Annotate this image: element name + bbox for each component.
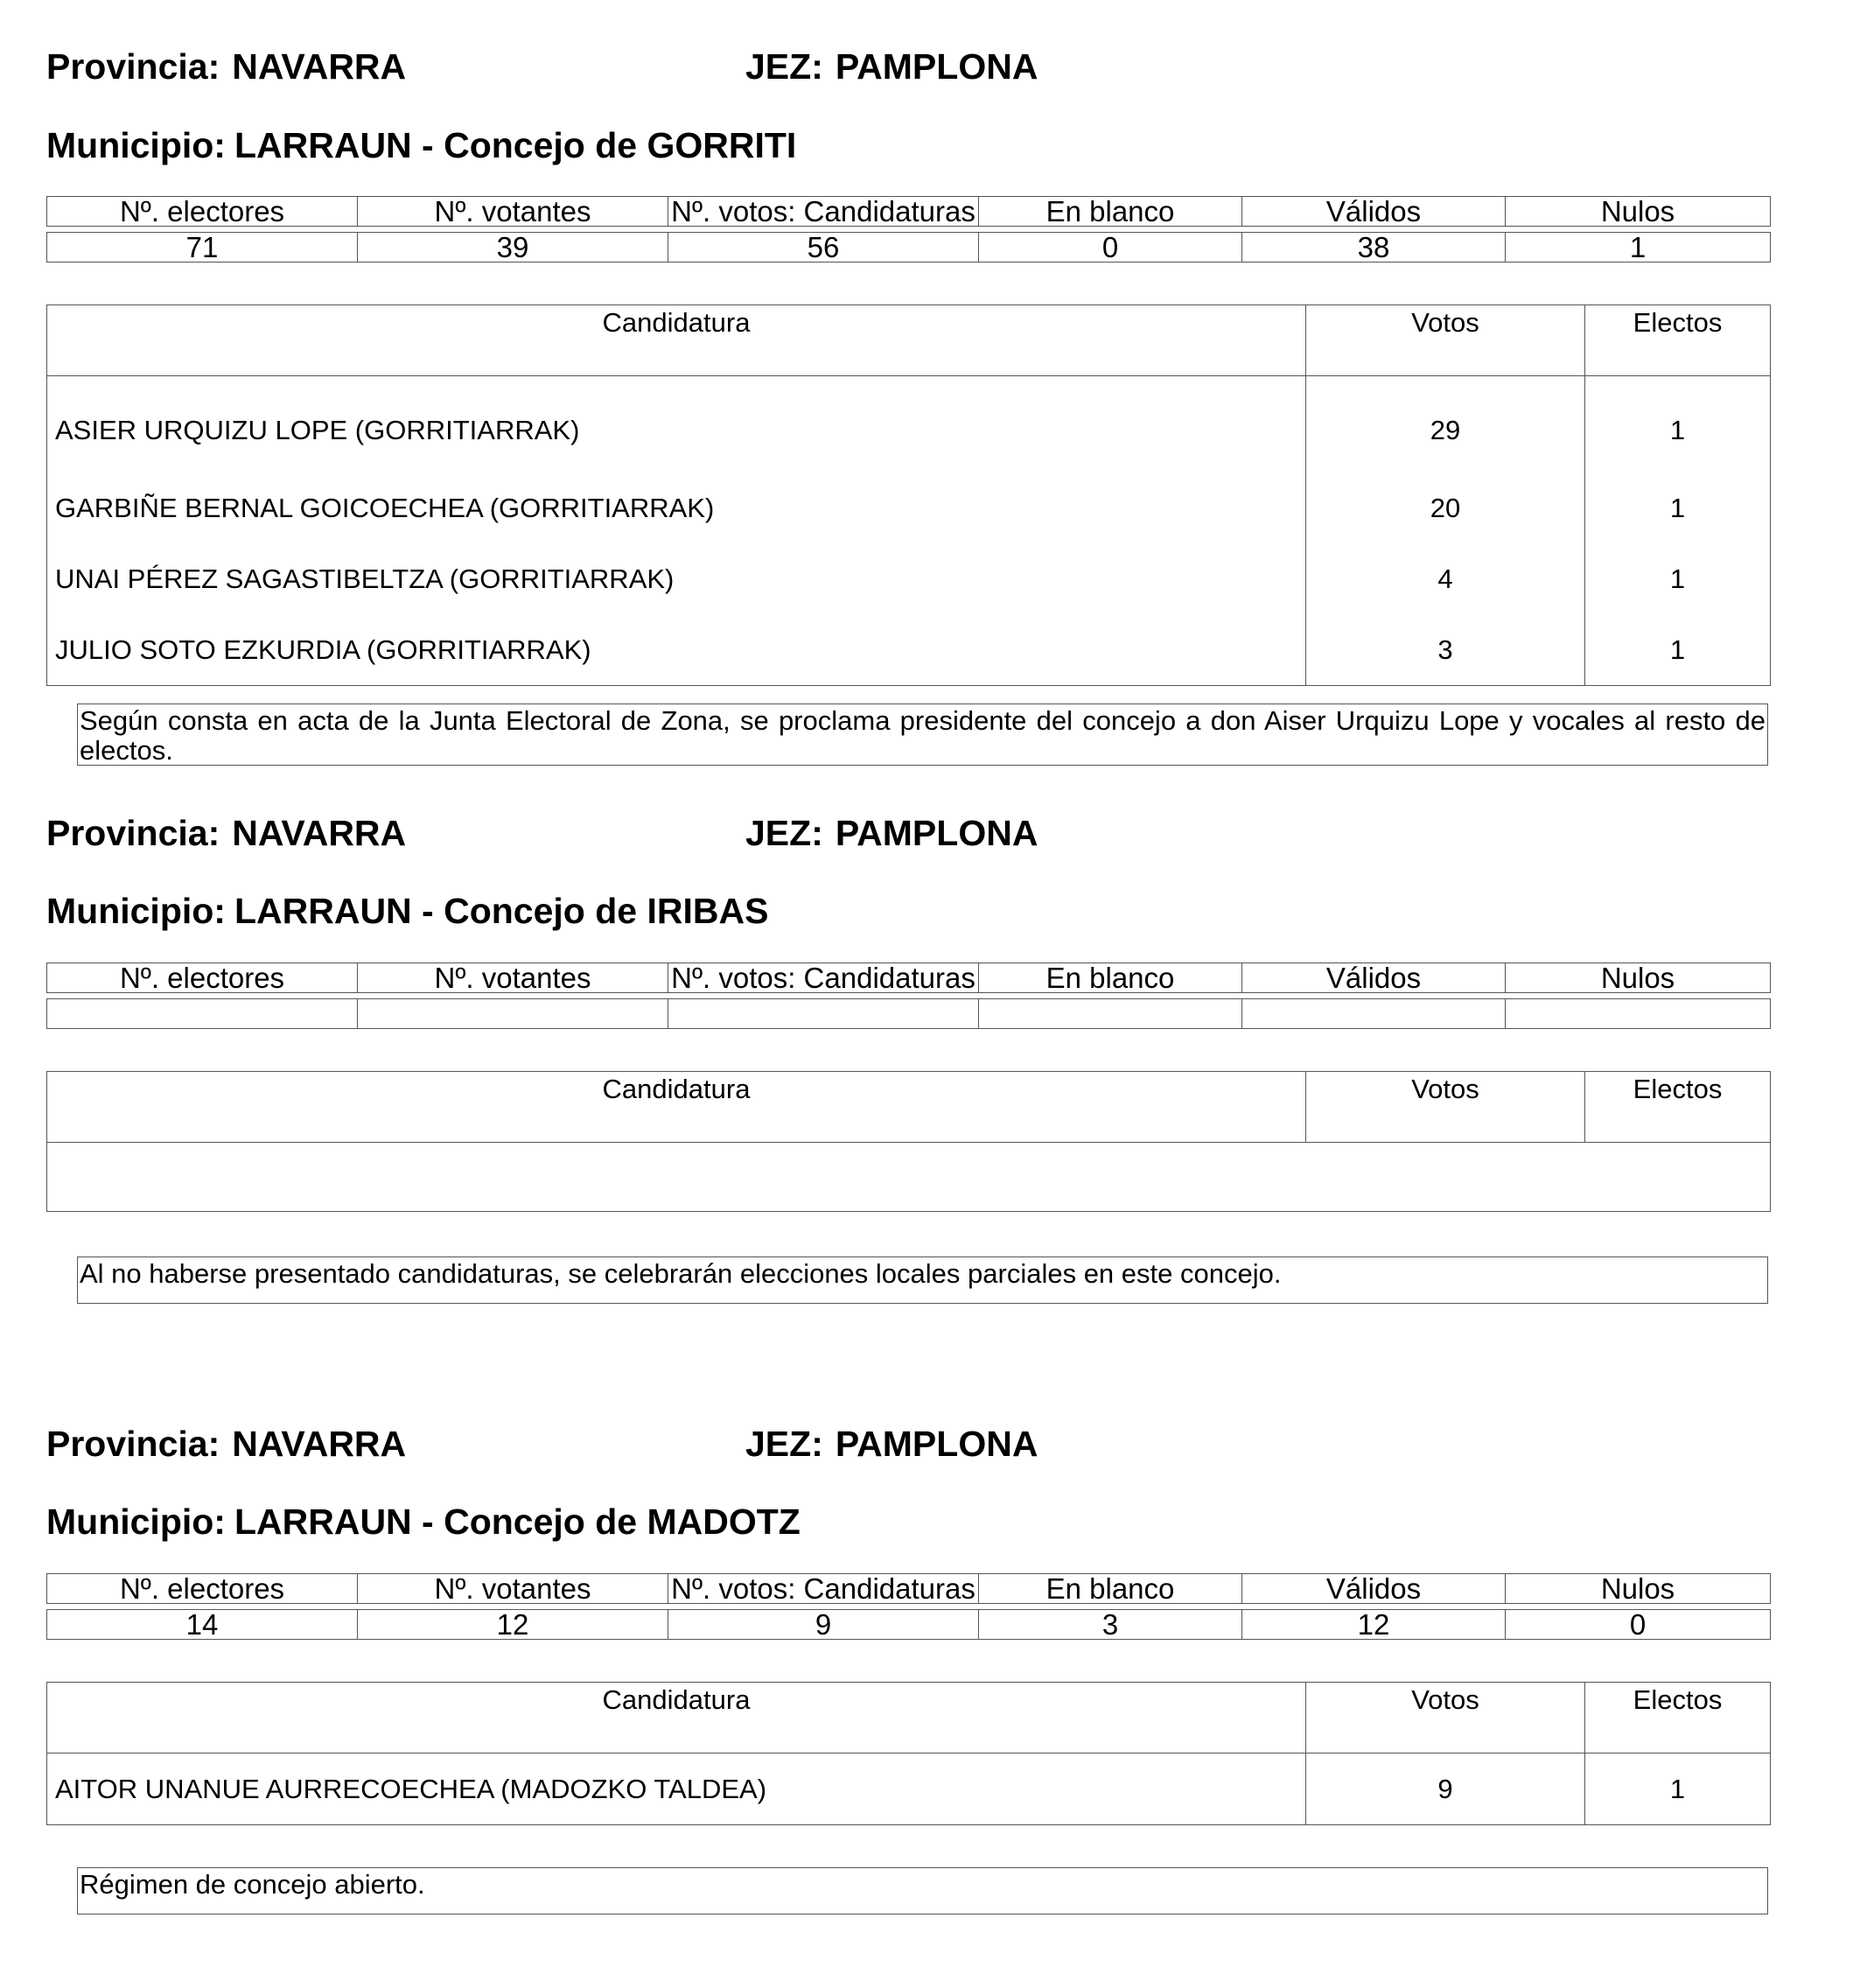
header-validos: Válidos [1242, 197, 1506, 227]
header-candidatura: Candidatura [47, 1072, 1306, 1143]
table-row [47, 376, 1771, 473]
candidates-table [46, 1071, 1771, 1212]
header-validos: Válidos [1242, 963, 1506, 993]
value-validos: 38 [1242, 233, 1506, 262]
candidates-header-row [47, 1683, 1771, 1754]
value-nulos: 1 [1506, 233, 1771, 262]
header-votos: Votos [1306, 1683, 1585, 1754]
header-nulos: Nulos [1506, 197, 1771, 227]
jez-heading: JEZ: PAMPLONA [745, 1424, 1038, 1464]
value-en-blanco [979, 999, 1242, 1029]
stats-header-row [47, 1574, 1771, 1604]
value-electores: 14 [47, 1610, 358, 1640]
value-votos-candidaturas: 9 [668, 1610, 979, 1640]
header-electores: Nº. electores [47, 963, 358, 993]
table-row [47, 1754, 1771, 1825]
header-votantes: Nº. votantes [358, 1574, 668, 1604]
candidate-electos: 1 [1585, 543, 1771, 614]
header-votantes: Nº. votantes [358, 197, 668, 227]
candidate-votos: 9 [1306, 1754, 1585, 1825]
header-en-blanco: En blanco [979, 963, 1242, 993]
value-validos [1242, 999, 1506, 1029]
value-votos-candidaturas [668, 999, 979, 1029]
header-electos: Electos [1585, 1683, 1771, 1754]
value-votantes: 12 [358, 1610, 668, 1640]
municipio-heading: Municipio: LARRAUN - Concejo de GORRITI [46, 125, 797, 165]
candidate-electos: 1 [1585, 614, 1771, 686]
table-row [47, 614, 1771, 686]
header-en-blanco: En blanco [979, 197, 1242, 227]
candidate-name: ASIER URQUIZU LOPE (GORRITIARRAK) [47, 376, 1306, 473]
candidates-header-row [47, 305, 1771, 376]
value-nulos: 0 [1506, 1610, 1771, 1640]
header-votos: Votos [1306, 305, 1585, 376]
candidate-name: JULIO SOTO EZKURDIA (GORRITIARRAK) [47, 614, 1306, 686]
provincia-heading: Provincia: NAVARRA [46, 46, 407, 87]
provincia-heading: Provincia: NAVARRA [46, 813, 407, 853]
stats-table [46, 1573, 1771, 1640]
note-box: Régimen de concejo abierto. [77, 1867, 1768, 1914]
municipio-heading: Municipio: LARRAUN - Concejo de MADOTZ [46, 1502, 801, 1542]
candidate-electos: 1 [1585, 472, 1771, 543]
value-votantes: 39 [358, 233, 668, 262]
candidate-votos: 4 [1306, 543, 1585, 614]
candidates-table [46, 1682, 1771, 1825]
header-candidatura: Candidatura [47, 1683, 1306, 1754]
jez-heading: JEZ: PAMPLONA [745, 813, 1038, 853]
value-en-blanco: 3 [979, 1610, 1242, 1640]
value-electores: 71 [47, 233, 358, 262]
value-validos: 12 [1242, 1610, 1506, 1640]
value-en-blanco: 0 [979, 233, 1242, 262]
header-votos-candidaturas: Nº. votos: Candidaturas [668, 1574, 979, 1604]
candidate-votos: 20 [1306, 472, 1585, 543]
header-votos-candidaturas: Nº. votos: Candidaturas [668, 963, 979, 993]
stats-values-row [47, 1610, 1771, 1640]
table-row [47, 472, 1771, 543]
candidate-votos: 3 [1306, 614, 1585, 686]
header-validos: Válidos [1242, 1574, 1506, 1604]
header-votos-candidaturas: Nº. votos: Candidaturas [668, 197, 979, 227]
candidate-electos: 1 [1585, 376, 1771, 473]
table-row [47, 543, 1771, 614]
stats-values-row [47, 233, 1771, 262]
candidate-name: GARBIÑE BERNAL GOICOECHEA (GORRITIARRAK) [47, 472, 1306, 543]
provincia-heading: Provincia: NAVARRA [46, 1424, 407, 1464]
candidates-header-row [47, 1072, 1771, 1143]
candidate-electos: 1 [1585, 1754, 1771, 1825]
value-electores [47, 999, 358, 1029]
stats-header-row [47, 963, 1771, 993]
candidate-name: UNAI PÉREZ SAGASTIBELTZA (GORRITIARRAK) [47, 543, 1306, 614]
value-votantes [358, 999, 668, 1029]
empty-cell [47, 1143, 1771, 1212]
header-electores: Nº. electores [47, 197, 358, 227]
header-votantes: Nº. votantes [358, 963, 668, 993]
empty-row [47, 1143, 1771, 1212]
note-box: Al no haberse presentado candidaturas, se celebrarán elecciones locales parciales en este concejo. [77, 1256, 1768, 1304]
value-nulos [1506, 999, 1771, 1029]
header-en-blanco: En blanco [979, 1574, 1242, 1604]
municipio-heading: Municipio: LARRAUN - Concejo de IRIBAS [46, 891, 769, 931]
header-candidatura: Candidatura [47, 305, 1306, 376]
header-votos: Votos [1306, 1072, 1585, 1143]
stats-table [46, 962, 1771, 1029]
stats-table [46, 196, 1771, 262]
value-votos-candidaturas: 56 [668, 233, 979, 262]
note-box: Según consta en acta de la Junta Electoral de Zona, se proclama presidente del concejo a don Aiser Urquizu Lope y vocales al resto de electos. [77, 704, 1768, 766]
header-nulos: Nulos [1506, 1574, 1771, 1604]
header-electos: Electos [1585, 1072, 1771, 1143]
candidate-name: AITOR UNANUE AURRECOECHEA (MADOZKO TALDEA) [47, 1754, 1306, 1825]
candidates-table [46, 304, 1771, 686]
jez-heading: JEZ: PAMPLONA [745, 46, 1038, 87]
candidate-votos: 29 [1306, 376, 1585, 473]
stats-values-row [47, 999, 1771, 1029]
stats-header-row [47, 197, 1771, 227]
header-nulos: Nulos [1506, 963, 1771, 993]
header-electores: Nº. electores [47, 1574, 358, 1604]
header-electos: Electos [1585, 305, 1771, 376]
